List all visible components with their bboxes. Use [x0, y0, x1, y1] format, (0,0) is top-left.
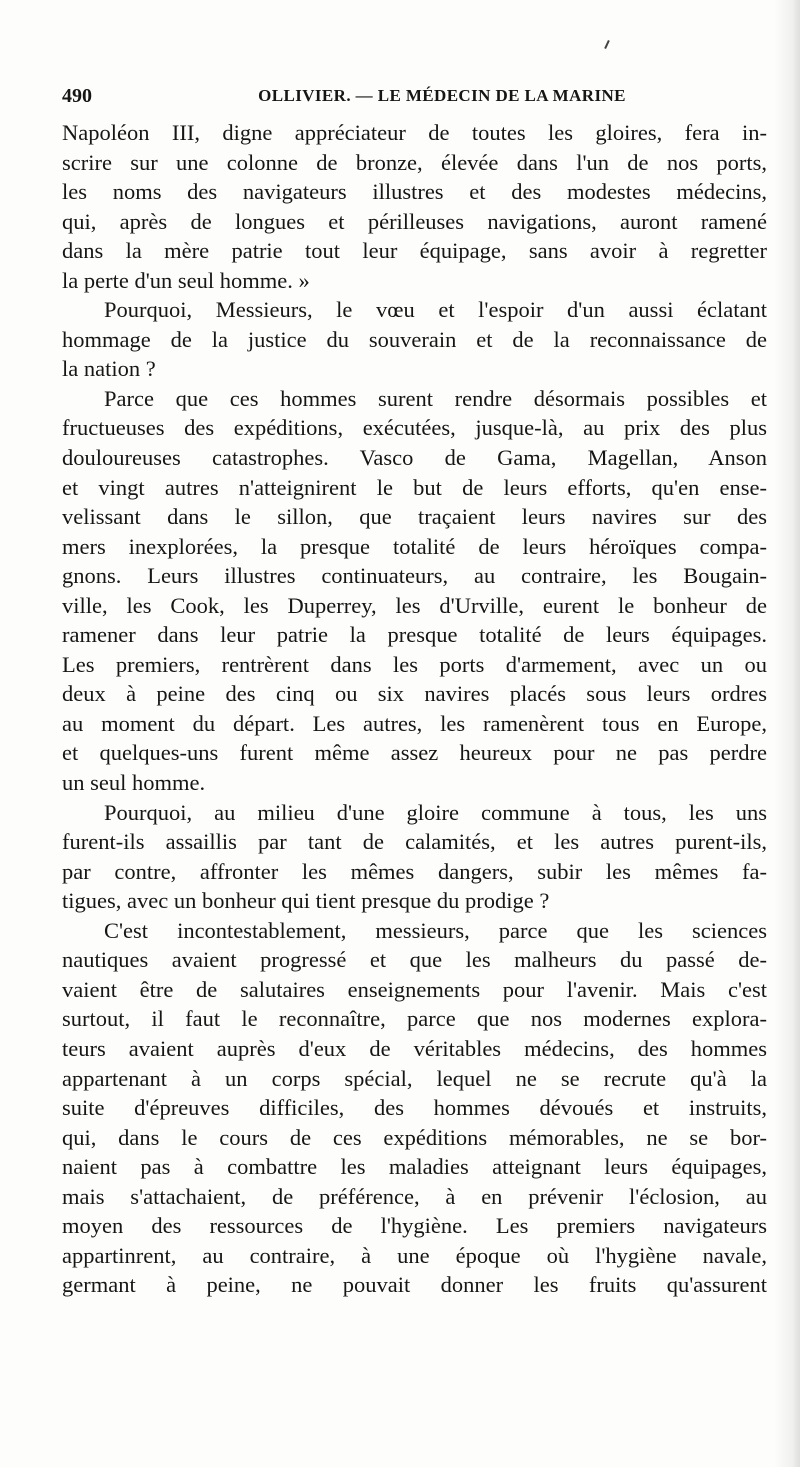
text-line: naient pas à combattre les maladies atteignant leurs équipages, — [62, 1154, 767, 1180]
text-line: mais s'attachaient, de préférence, à en prévenir l'éclosion, au — [62, 1183, 767, 1209]
text-line: appartenant à un corps spécial, lequel ne se recrute qu'à la — [62, 1065, 767, 1091]
running-header — [62, 83, 762, 111]
text-line: scrire sur une colonne de bronze, élevée dans l'un de nos ports, — [62, 149, 767, 175]
text-line: teurs avaient auprès d'eux de véritables médecins, des hommes — [62, 1035, 767, 1061]
text-line: un seul homme. — [62, 770, 206, 796]
text-line: Pourquoi, Messieurs, le vœu et l'espoir d'un aussi éclatant — [104, 297, 767, 323]
scan-shadow — [774, 0, 800, 1467]
text-line: la perte d'un seul homme. » — [62, 267, 310, 293]
text-line: la nation ? — [62, 356, 156, 382]
text-line: furent-ils assaillis par tant de calamités, et les autres purent-ils, — [62, 829, 767, 855]
text-line: suite d'épreuves difficiles, des hommes dévoués et instruits, — [62, 1095, 767, 1121]
text-line: velissant dans le sillon, que traçaient leurs navires sur des — [62, 504, 767, 530]
text-line: les noms des navigateurs illustres et des modestes médecins, — [62, 179, 767, 205]
text-line: et vingt autres n'atteignirent le but de leurs efforts, qu'en ense- — [62, 474, 767, 500]
running-title: OLLIVIER. — LE MÉDECIN DE LA MARINE — [258, 86, 626, 105]
pencil-mark — [604, 40, 610, 49]
text-line: moyen des ressources de l'hygiène. Les premiers navigateurs — [62, 1213, 767, 1239]
text-line: fructueuses des expéditions, exécutées, jusque-là, au prix des plus — [62, 415, 767, 441]
text-line: Les premiers, rentrèrent dans les ports d'armement, avec un ou — [62, 651, 767, 677]
text-line: au moment du départ. Les autres, les ramenèrent tous en Europe, — [62, 710, 767, 736]
text-line: nautiques avaient progressé et que les malheurs du passé de- — [62, 947, 767, 973]
text-line: qui, après de longues et périlleuses navigations, auront ramené — [62, 208, 767, 234]
text-line: douloureuses catastrophes. Vasco de Gama, Magellan, Anson — [62, 445, 767, 471]
text-line: vaient être de salutaires enseignements pour l'avenir. Mais c'est — [62, 976, 767, 1002]
text-line: ville, les Cook, les Duperrey, les d'Urville, eurent le bonheur de — [62, 592, 767, 618]
text-line: appartinrent, au contraire, à une époque où l'hygiène navale, — [62, 1242, 767, 1268]
body-text — [62, 118, 767, 1300]
text-line: surtout, il faut le reconnaître, parce que nos modernes explora- — [62, 1006, 767, 1032]
text-line: qui, dans le cours de ces expéditions mémorables, ne se bor- — [62, 1124, 767, 1150]
text-line: Parce que ces hommes surent rendre désormais possibles et — [104, 385, 767, 411]
text-line: mers inexplorées, la presque totalité de leurs héroïques compa- — [62, 533, 767, 559]
text-line: deux à peine des cinq ou six navires placés sous leurs ordres — [62, 681, 767, 707]
text-line: gnons. Leurs illustres continuateurs, au contraire, les Bougain- — [62, 563, 767, 589]
text-line: ramener dans leur patrie la presque totalité de leurs équipages. — [62, 622, 767, 648]
text-line: Napoléon III, digne appréciateur de toutes les gloires, fera in- — [62, 120, 767, 145]
text-line: tigues, avec un bonheur qui tient presque du prodige ? — [62, 888, 550, 914]
text-line: hommage de la justice du souverain et de la reconnaissance de — [62, 326, 767, 352]
text-line: dans la mère patrie tout leur équipage, sans avoir à regretter — [62, 238, 767, 264]
text-line: et quelques-uns furent même assez heureux pour ne pas perdre — [62, 740, 767, 766]
text-line: Pourquoi, au milieu d'une gloire commune à tous, les uns — [104, 799, 767, 825]
text-line: par contre, affronter les mêmes dangers, subir les mêmes fa- — [62, 858, 767, 884]
page-number: 490 — [62, 85, 92, 107]
text-line: germant à peine, ne pouvait donner les fruits qu'assurent — [62, 1272, 767, 1298]
text-line: C'est incontestablement, messieurs, parce que les sciences — [104, 917, 767, 943]
